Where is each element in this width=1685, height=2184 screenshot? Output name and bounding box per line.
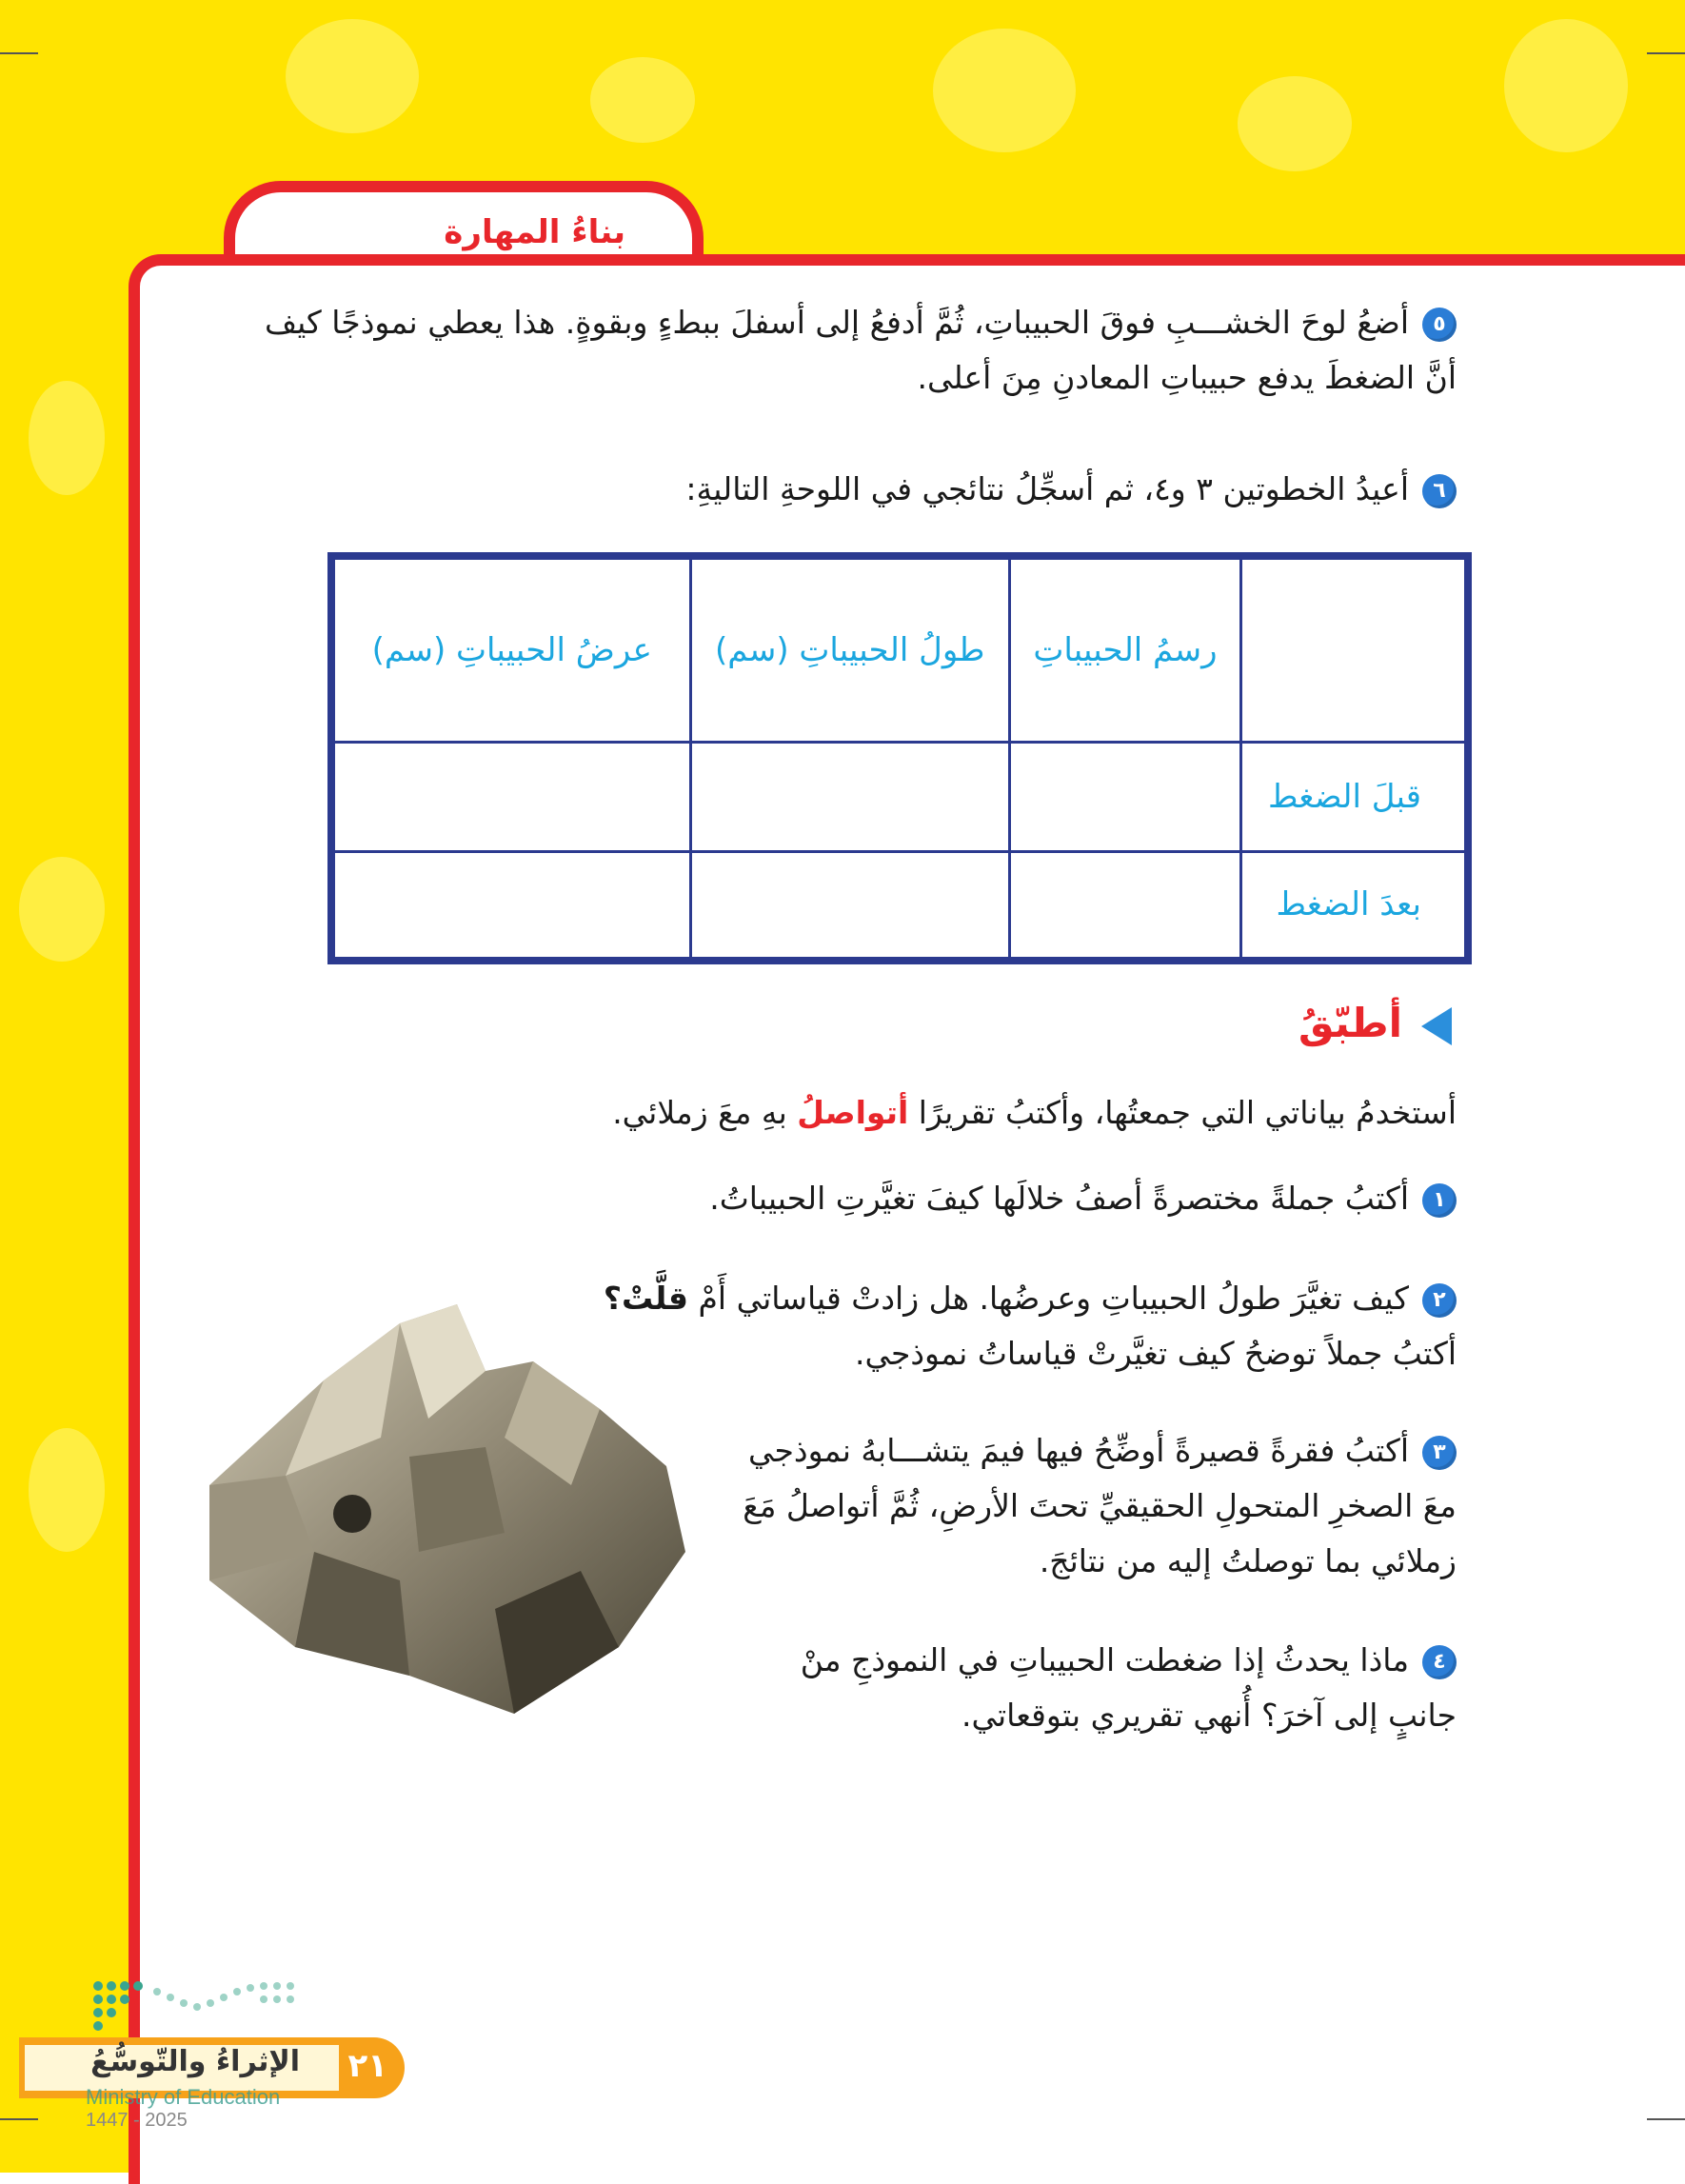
apply-intro [228, 1085, 1457, 1141]
table-header-cell: طولُ الحبيباتِ (سم) [690, 556, 1009, 742]
table-cell[interactable] [690, 742, 1009, 851]
table-cell[interactable] [690, 851, 1009, 961]
intro-highlight: أتواصلُ [797, 1094, 909, 1131]
item-number-badge: ٣ [1422, 1436, 1457, 1470]
table-header-cell: رسمُ الحبيباتِ [1009, 556, 1240, 742]
apply-title: أطبّقُ [1298, 1000, 1402, 1046]
triangle-icon [1421, 1007, 1452, 1045]
results-table [327, 552, 1472, 964]
crop-mark [1647, 52, 1685, 54]
apply-item-3 [733, 1423, 1457, 1589]
step-number-badge: ٦ [1422, 474, 1457, 508]
table-cell[interactable] [1009, 742, 1240, 851]
item-text: أكتبُ فقرةً قصيرةً أوضِّحُ فيها فيمَ يتشـــابهُ نموذجي معَ الصخرِ المتحولِ الحقيقيِّ تحتَ الأرضِ، ثُمَّ أتواصلُ مَعَ زملائي بما توصلتُ إليه من نتائجَ. [743, 1432, 1457, 1579]
apply-item-1 [228, 1171, 1457, 1226]
ministry-year: 2025 - 1447 [86, 2110, 188, 2131]
item-text: كيف تغيَّرَ طولُ الحبيباتِ وعرضُها. هل زادتْ قياساتي أَمْ [688, 1280, 1409, 1317]
item-number-badge: ١ [1422, 1183, 1457, 1218]
metamorphic-rock-image [171, 1266, 704, 1723]
crop-mark [1647, 2118, 1685, 2120]
item-text: أكتبُ جملةً مختصرةً أصفُ خلالَها كيفَ تغيَّرتِ الحبيباتُ. [709, 1180, 1409, 1217]
item-text: ماذا يحدثُ إذا ضغطت الحبيباتِ في النموذجِ منْ جانبٍ إلى آخرَ؟ أُنهي تقريري بتوقعاتي. [800, 1641, 1457, 1734]
table-row [331, 742, 1468, 851]
crop-mark [0, 2118, 38, 2120]
intro-text: أستخدمُ بياناتي التي جمعتُها، وأكتبُ تقريرًا [908, 1094, 1457, 1131]
crop-mark [0, 52, 38, 54]
table-cell[interactable] [1009, 851, 1240, 961]
table-cell[interactable] [331, 742, 690, 851]
section-title: بناءُ المهارة [444, 213, 625, 251]
item-number-badge: ٢ [1422, 1283, 1457, 1318]
row-label: قبلَ الضغط [1241, 742, 1468, 851]
row-label: بعدَ الضغط [1241, 851, 1468, 961]
ministry-label: Ministry of Education [86, 2085, 281, 2109]
intro-text-end: بهِ معَ زملائي. [612, 1094, 798, 1131]
step-text: أعيدُ الخطوتين ٣ و٤، ثم أسجِّلُ نتائجي في اللوحةِ التاليةِ: [685, 470, 1409, 507]
table-header-cell: عرضُ الحبيباتِ (سم) [331, 556, 690, 742]
table-row [331, 851, 1468, 961]
item-text-line2: أكتبُ جملاً توضحُ كيف تغيَّرتْ قياساتُ نموذجي. [854, 1335, 1457, 1372]
step-text: أضعُ لوحَ الخشـــبِ فوقَ الحبيباتِ، ثُمَّ أدفعُ إلى أسفلَ ببطءٍ وبقوةٍ. هذا يعطي نموذجًا كيف أنَّ الضغطَ يدفع حبيباتِ المعادنِ مِنَ أعلى. [264, 304, 1457, 396]
apply-item-4 [733, 1633, 1457, 1743]
apply-heading [1298, 1000, 1452, 1046]
step-6 [228, 462, 1457, 517]
step-number-badge: ٥ [1422, 308, 1457, 342]
footer-unit-title: الإثراءُ والتّوسُّعُ [90, 2045, 300, 2078]
table-header-row [331, 556, 1468, 742]
table-cell[interactable] [331, 851, 690, 961]
page-number: ٢١ [347, 2047, 387, 2085]
step-5 [228, 295, 1457, 406]
table-header-cell [1241, 556, 1468, 742]
item-number-badge: ٤ [1422, 1645, 1457, 1679]
ministry-logo-icon [90, 1978, 300, 2037]
item-text-bold: قلَّتْ؟ [603, 1280, 689, 1317]
